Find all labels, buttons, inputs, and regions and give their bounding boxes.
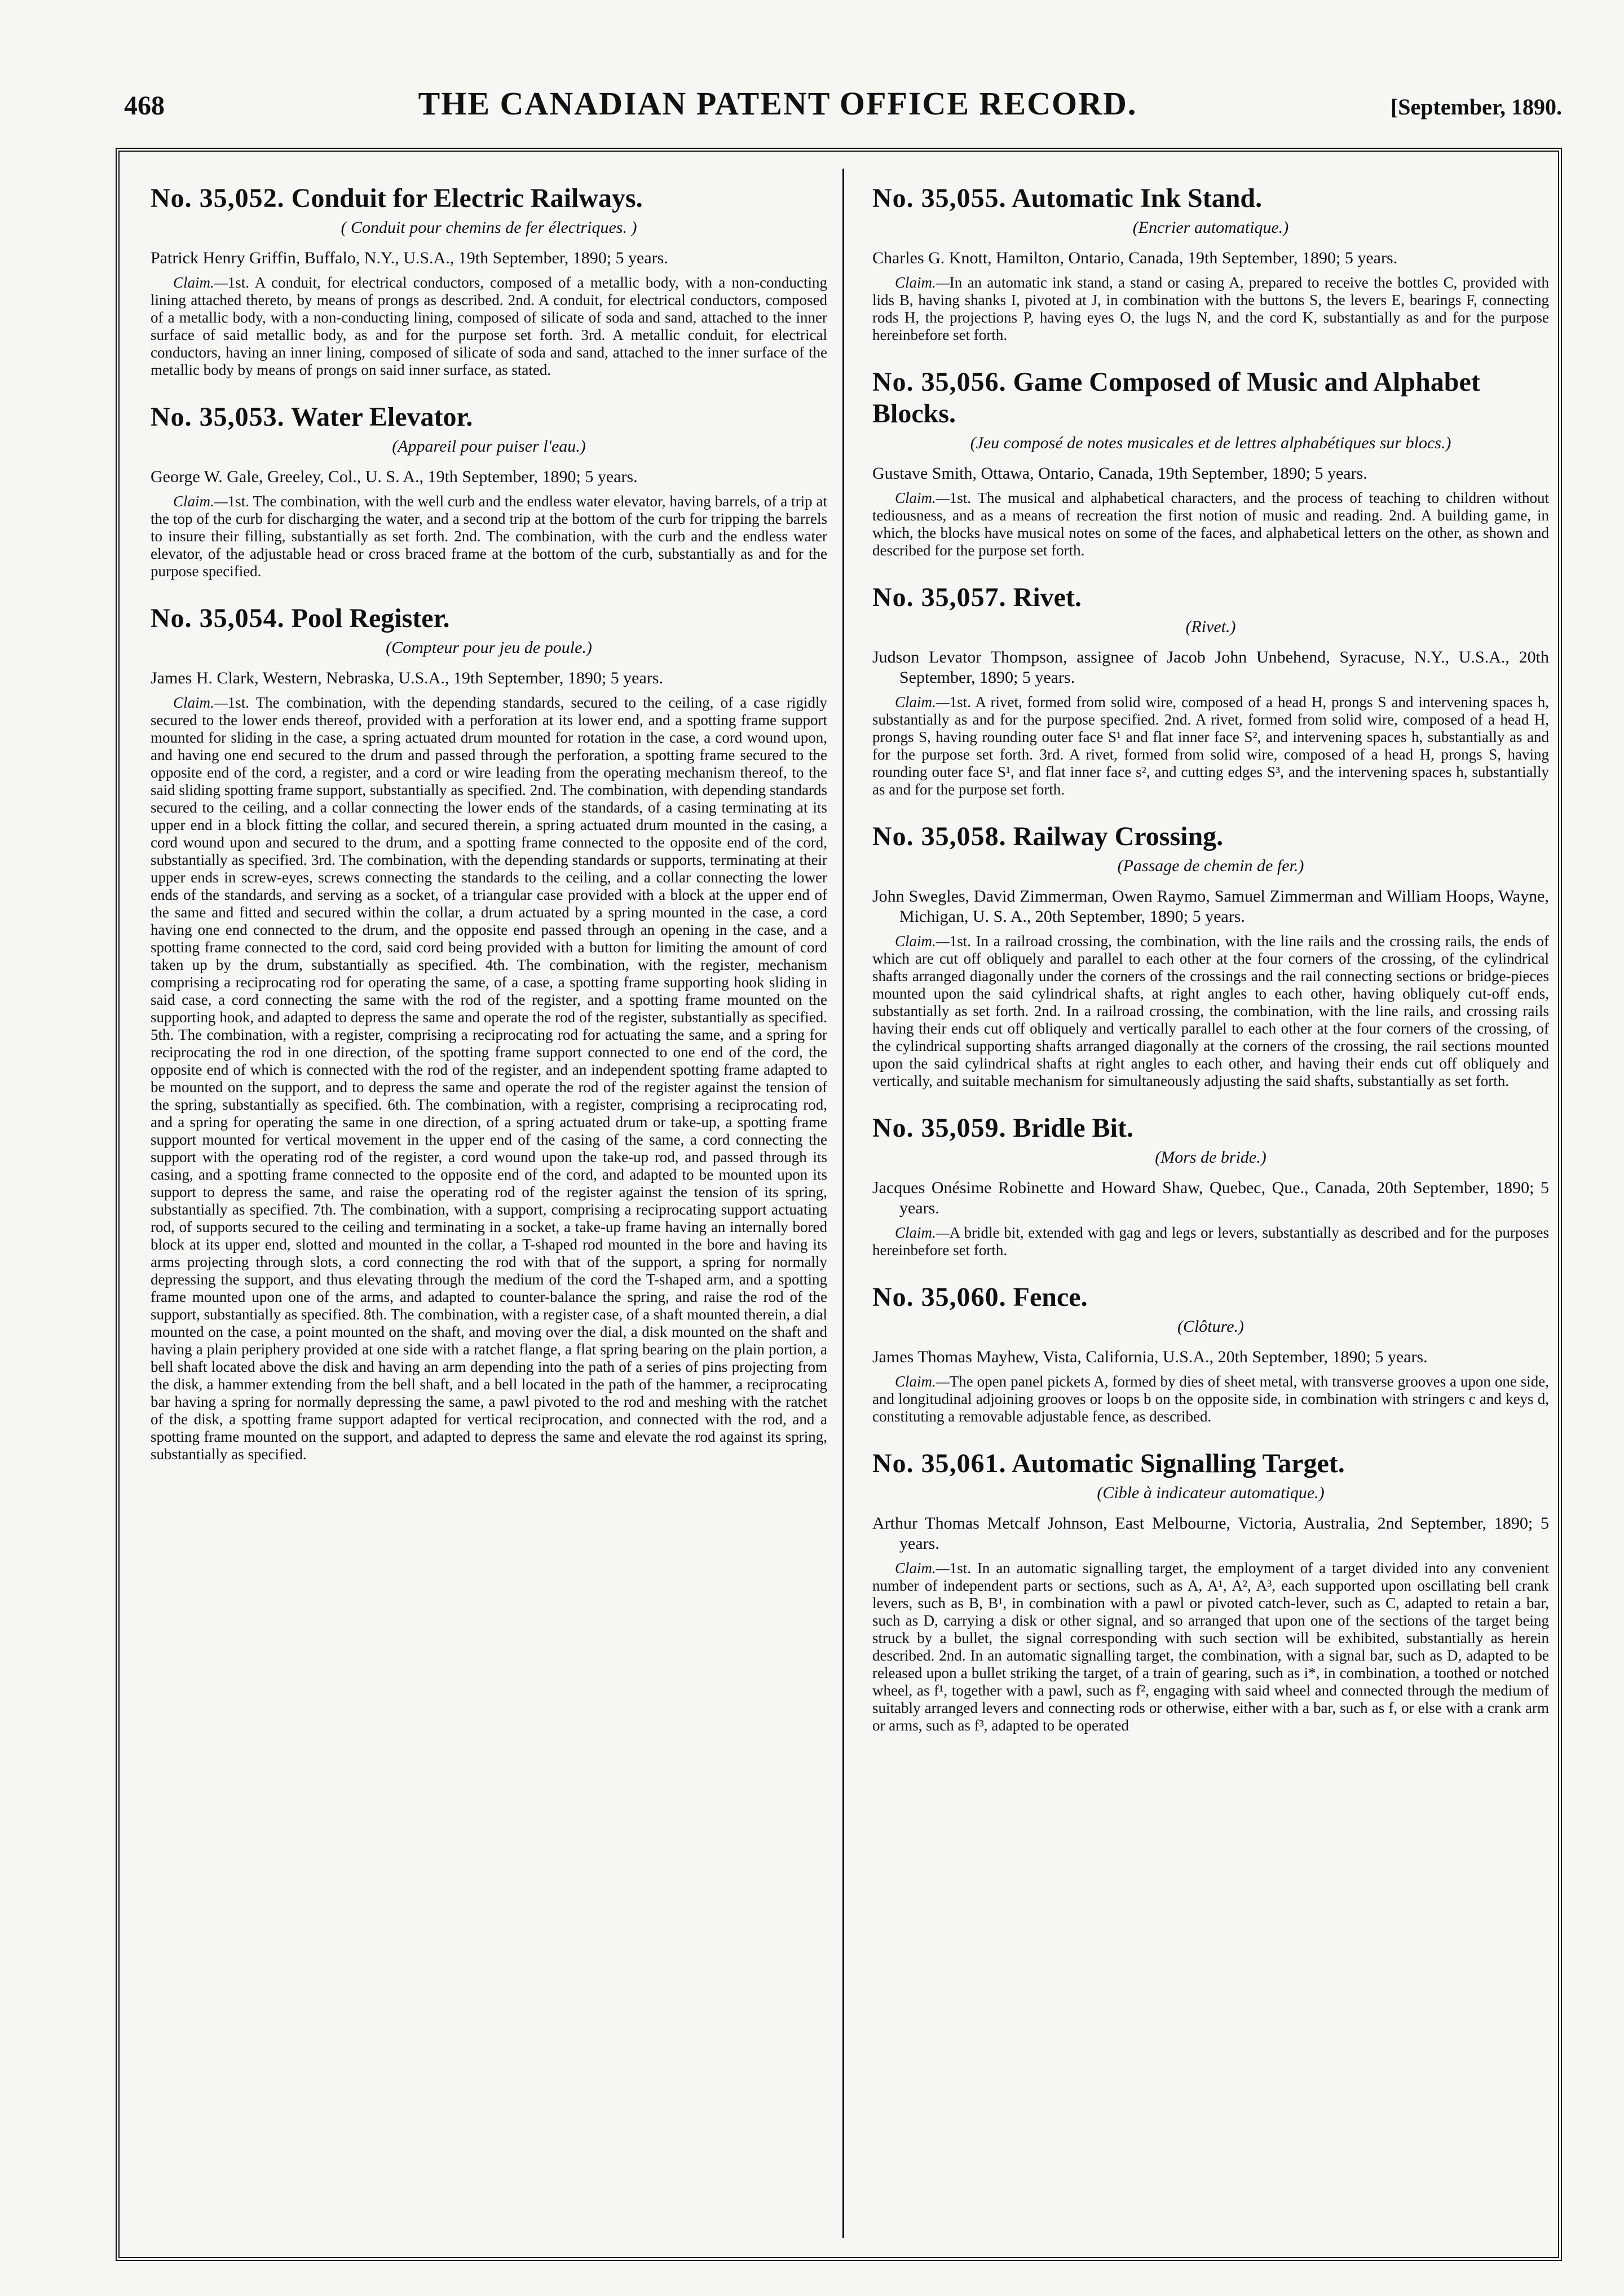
patent-grantee: John Swegles, David Zimmerman, Owen Raymo, Samuel Zimmerman and William Hoops, Wayne, Michigan, U. S. A., 20th September, 1890; 5 years. (872, 887, 1549, 926)
patent-french-title: ( Conduit pour chemins de fer électriques. ) (341, 218, 637, 237)
patent-entry (872, 183, 1549, 344)
right-column (872, 183, 1549, 2224)
patent-entry (872, 1282, 1549, 1425)
patent-title: Automatic Signalling Target. (1012, 1449, 1345, 1478)
claim-label: Claim.— (895, 489, 950, 506)
claim-text: 1st. In a railroad crossing, the combination, with the line rails and the crossing rails, the ends of which are cut off obliquely and parallel to each other at the four corners of the crossing, of the cylindrical shafts arranged diagonally under the corners of the crossings and the rail connecting sections or bridge-pieces mounted upon the said cylindrical shafts, at right angles to each other, having obliquely cut-off ends, substantially as set forth. 2nd. In a railroad crossing, the combination, with the line rails, and crossing rails having their ends cut off obliquely and vertically parallel to each other at the four corners of the crossing, of the cylindrical supporting shafts arranged diagonally at the corners of the crossing, the rail sections mounted upon the said cylindrical shafts at right angles to each other, and having their ends cut off obliquely and vertically, and suitable mechanism for simultaneously adjusting the said shafts, substantially as set forth. (872, 933, 1549, 1089)
claim-label: Claim.— (173, 694, 228, 711)
patent-claim (872, 1373, 1549, 1425)
patent-entry (872, 582, 1549, 798)
patent-claim (872, 1224, 1549, 1259)
page-header (124, 85, 1562, 130)
patent-grantee: Judson Levator Thompson, assignee of Jacob John Unbehend, Syracuse, N.Y., U.S.A., 20th September, 1890; 5 years. (872, 648, 1549, 687)
patent-number: No. 35,058. (872, 822, 1007, 851)
patent-number: No. 35,061. (872, 1449, 1007, 1478)
claim-label: Claim.— (173, 493, 228, 510)
patent-heading (151, 603, 827, 634)
patent-claim (872, 489, 1549, 559)
patent-grantee: James Thomas Mayhew, Vista, California, U.S.A., 20th September, 1890; 5 years. (872, 1348, 1428, 1366)
patent-title: Water Elevator. (290, 402, 473, 432)
page-number: 468 (124, 91, 165, 121)
patent-number: No. 35,056. (872, 367, 1007, 397)
claim-label: Claim.— (895, 1560, 950, 1577)
patent-grantee: Arthur Thomas Metcalf Johnson, East Melbourne, Victoria, Australia, 2nd September, 1890; 5 years. (872, 1514, 1549, 1553)
claim-label: Claim.— (895, 1224, 950, 1241)
patent-heading (872, 1282, 1549, 1313)
patent-claim (872, 933, 1549, 1090)
patent-claim (872, 1560, 1549, 1734)
patent-entry (151, 183, 827, 379)
patent-heading (872, 1448, 1549, 1480)
patent-heading (872, 367, 1549, 430)
patent-entry (872, 1112, 1549, 1259)
patent-french-title: (Jeu composé de notes musicales et de lettres alphabétiques sur blocs.) (970, 434, 1451, 452)
patent-french-title: (Cible à indicateur automatique.) (1097, 1483, 1325, 1502)
patent-title: Game Composed of Music and Alphabet Blocks. (872, 367, 1480, 429)
patent-french-title: (Encrier automatique.) (1132, 218, 1289, 237)
patent-title: Bridle Bit. (1013, 1113, 1133, 1143)
left-column (151, 183, 827, 2224)
patent-grantee: Charles G. Knott, Hamilton, Ontario, Canada, 19th September, 1890; 5 years. (872, 249, 1398, 267)
column-divider (842, 169, 844, 2238)
patent-number: No. 35,055. (872, 183, 1007, 213)
patent-french-title: (Compteur pour jeu de poule.) (386, 638, 592, 657)
patent-heading (872, 582, 1549, 613)
patent-french-title: (Passage de chemin de fer.) (1117, 856, 1304, 875)
patent-entry (151, 401, 827, 580)
patent-grantee: Jacques Onésime Robinette and Howard Shaw, Quebec, Que., Canada, 20th September, 1890; 5 years. (872, 1178, 1549, 1217)
claim-text: The open panel pickets A, formed by dies of sheet metal, with transverse grooves a upon one side, and longitudinal adjoining grooves or loops b on the opposite side, in combination with stringers c and keys d, constituting a removable adjustable fence, as described. (872, 1373, 1549, 1425)
patent-entry (872, 367, 1549, 559)
claim-text: 1st. A rivet, formed from solid wire, composed of a head H, prongs S and intervening spaces h, substantially as and for the purpose specified. 2nd. A rivet, formed from solid wire, composed of a head H, prongs S, having rounding outer face S¹ and flat inner face S², and intervening spaces h, substantially as and for the purpose set forth. 3rd. A rivet, formed from solid wire, composed of a head H, prongs S, having rounding outer face S¹, and flat inner face s², and cutting edges S³, and the intervening spaces h, substantially as and for the purpose set forth. (872, 694, 1549, 798)
patent-claim (872, 694, 1549, 798)
patent-entry (872, 1448, 1549, 1734)
patent-claim (872, 274, 1549, 344)
patent-number: No. 35,052. (151, 183, 285, 213)
claim-text: 1st. The musical and alphabetical characters, and the process of teaching to children without tediousness, and as a means of recreation the first notion of music and reading. 2nd. A building game, in which, the blocks have musical notes on some of the faces, and alphabetical letters on the other, as shown and described for the purpose set forth. (872, 489, 1549, 559)
patent-grantee: George W. Gale, Greeley, Col., U. S. A., 19th September, 1890; 5 years. (151, 467, 638, 486)
claim-text: In an automatic ink stand, a stand or casing A, prepared to receive the bottles C, provided with lids B, having shanks I, pivoted at J, in combination with the buttons S, the levers E, bearings F, connecting rods H, the projections P, having eyes O, the lugs N, and the cord K, substantially as and for the purpose hereinbefore set forth. (872, 274, 1549, 343)
patent-claim (151, 274, 827, 379)
content-frame (116, 148, 1562, 2261)
claim-label: Claim.— (895, 933, 950, 950)
claim-text: 1st. The combination, with the well curb and the endless water elevator, having barrels, of a trip at the top of the curb for discharging the water, and a second trip at the bottom of the curb for tripping the barrels to insure their filling, substantially as set forth. 2nd. The combination, with the curb and the endless water elevator, of the adjustable head or cross braced frame at the bottom of the curb, substantially as and for the purpose specified. (151, 493, 827, 580)
patent-title: Pool Register. (291, 603, 450, 633)
patent-title: Automatic Ink Stand. (1012, 183, 1263, 213)
patent-grantee: Gustave Smith, Ottawa, Ontario, Canada, 19th September, 1890; 5 years. (872, 464, 1367, 483)
patent-heading (872, 183, 1549, 214)
patent-heading (151, 401, 827, 433)
claim-text: 1st. The combination, with the depending standards, secured to the ceiling, of a case rigidly secured to the lower ends thereof, provided with a perforation at its lower end, and a spotting frame support mounted for sliding in the case, a spring actuated drum mounted for rotation in the case, a cord wound upon, and having one end secured to the drum and passed through the perforation, a spotting frame secured to the opposite end of the cord, a register, and a cord or wire leading from the operating mechanism thereof, to the said sliding spotting frame support, substantially as specified. 2nd. The combination, with depending standards secured to the ceiling, and a collar connecting the lower ends of the standards, of a casing terminating at its upper end in a block fitting the collar, and secured therein, a spring actuated drum mounted in the casing, a cord wound upon and secured to the drum, and a spotting frame connected to the opposite end of the cord, substantially as specified. 3rd. The combination, with the depending standards or supports, terminating at their upper ends in screw-eyes, screws connecting the standards to the ceiling, and a collar connecting the lower ends of the standards, and serving as a socket, of a triangular case provided with a block at the upper end of the same and fitted and secured within the collar, a drum actuated by a spring mounted in the case, a cord having one end connected to the drum, and the opposite end passed through an opening in the case, and a spotting frame connected to the cord, said cord being provided with a button for limiting the amount of cord taken up by the drum, substantially as specified. 4th. The combination, with the register, mechanism comprising a reciprocating rod for operating the same, of a case, a spotting frame supporting hook sliding in said case, a cord connecting the same with the rod of the register, and a spotting frame mounted on the supporting hook, and adapted to depress the same and operate the rod of the register, substantially as specified. 5th. The combination, with a register, comprising a reciprocating rod for actuating the same, and a spring for reciprocating the rod in one direction, of the spotting frame support connected to one end of the cord, the opposite end of which is connected with the rod of the register, and an independent spotting frame adapted to be mounted on the support, and to depress the same and operate the rod of the register against the tension of the spring, substantially as specified. 6th. The combination, with a register, comprising a reciprocating rod, and a spring for operating the same in one direction, of a spring actuated drum or take-up, a spotting frame support mounted for vertical movement in the upper end of the casing of the same, a cord connecting the support with the operating rod of the register, a cord wound upon the take-up rod, and passed through its casing, and a spotting frame connected to the opposite end of the cord, and adapted to be mounted upon its support to depress the same, and raise the operating rod of the register against the tension of its spring, substantially as specified. 7th. The combination, with a support, comprising a reciprocating support actuating rod, of supports secured to the ceiling and terminating in a socket, a take-up frame having an internally bored block at its upper end, slotted and mounted in the collar, a T-shaped rod mounted in the bore and having its arms projecting through slots, a cord connecting the rod with that of the support, a spring for normally depressing the support, and thus elevating through the medium of the cord the T-shaped arm, and a spotting frame mounted upon one of the arms, and adapted to counter-balance the spring, and raise the rod of the support, substantially as specified. 8th. The combination, with a register case, of a shaft mounted therein, a dial mounted on the case, a point mounted on the shaft, and moving over the dial, a disk mounted on the shaft and having a plain periphery provided at one side with a ratchet flange, a flat spring bearing on the plain portion, a bell shaft located above the disk and having an arm depending into the path of a series of pins projecting from the disk, a hammer extending from the bell shaft, and a bell located in the path of the hammer, a reciprocating bar having a spring for normally depressing the same, a pawl pivoted to the rod and meshing with the ratchet of the disk, a spotting frame support adapted for vertical reciprocation, and connected with the rod, and a spotting frame mounted on the support, and adapted to depress the same and elevate the rod against its spring, substantially as specified. (151, 694, 827, 1463)
patent-title: Railway Crossing. (1013, 822, 1224, 851)
patent-entry (872, 821, 1549, 1090)
patent-claim (151, 694, 827, 1463)
patent-title: Fence. (1013, 1282, 1088, 1312)
claim-label: Claim.— (895, 694, 950, 710)
patent-number: No. 35,054. (151, 603, 285, 633)
patent-grantee: James H. Clark, Western, Nebraska, U.S.A., 19th September, 1890; 5 years. (151, 669, 663, 687)
claim-text: 1st. A conduit, for electrical conductors, composed of a metallic body, with a non-conducting lining attached thereto, by means of prongs as described. 2nd. A conduit, for electrical conductors, composed of a metallic body, with a non-conducting lining, composed of silicate of soda and sand, attached to the inner surface of said metallic body, as and for the purpose set forth. 3rd. A metallic conduit, for electrical conductors, having an inner lining, composed of silicate of soda and sand, attached to the inner surface of the metallic body by means of prongs on said inner surface, as stated. (151, 274, 827, 378)
patent-heading (151, 183, 827, 214)
patent-french-title: (Rivet.) (1185, 617, 1236, 636)
patent-title: Conduit for Electric Railways. (291, 183, 643, 213)
patent-french-title: (Clôture.) (1177, 1317, 1245, 1336)
patent-number: No. 35,060. (872, 1282, 1007, 1312)
patent-number: No. 35,057. (872, 582, 1007, 612)
patent-entry (151, 603, 827, 1463)
patent-claim (151, 493, 827, 580)
patent-number: No. 35,059. (872, 1113, 1007, 1143)
publication-title: THE CANADIAN PATENT OFFICE RECORD. (418, 85, 1137, 122)
claim-text: 1st. In an automatic signalling target, the employment of a target divided into any convenient number of independent parts or sections, such as A, A¹, A², A³, each supported upon oscillating bell crank levers, such as B, B¹, in combination with a pawl or pivoted catch-lever, such as C, adapted to retain a bar, such as D, carrying a disk or other signal, and so arranged that upon one of the sections of the target being struck by a bullet, the signal corresponding with such section will be exhibited, substantially as herein described. 2nd. In an automatic signalling target, the combination, with a signal bar, such as D, adapted to be released upon a bullet striking the target, of a train of gearing, such as i*, in combination, a toothed or notched wheel, as f¹, together with a pawl, such as f², engaging with said wheel and connected through the medium of suitably arranged levers and connecting rods or otherwise, either with a bar, such as f, or else with a crank arm or arms, such as f³, adapted to be operated (872, 1560, 1549, 1734)
patent-number: No. 35,053. (151, 402, 285, 432)
patent-grantee: Patrick Henry Griffin, Buffalo, N.Y., U.S.A., 19th September, 1890; 5 years. (151, 249, 668, 267)
patent-heading (872, 821, 1549, 853)
patent-french-title: (Mors de bride.) (1155, 1148, 1266, 1167)
patent-heading (872, 1112, 1549, 1144)
claim-label: Claim.— (173, 274, 228, 291)
issue-date: [September, 1890. (1390, 94, 1562, 120)
claim-text: A bridle bit, extended with gag and legs or levers, substantially as described and for the purposes hereinbefore set forth. (872, 1224, 1549, 1259)
patent-title: Rivet. (1013, 582, 1082, 612)
claim-label: Claim.— (895, 274, 950, 291)
claim-label: Claim.— (895, 1373, 950, 1390)
patent-french-title: (Appareil pour puiser l'eau.) (392, 437, 586, 456)
